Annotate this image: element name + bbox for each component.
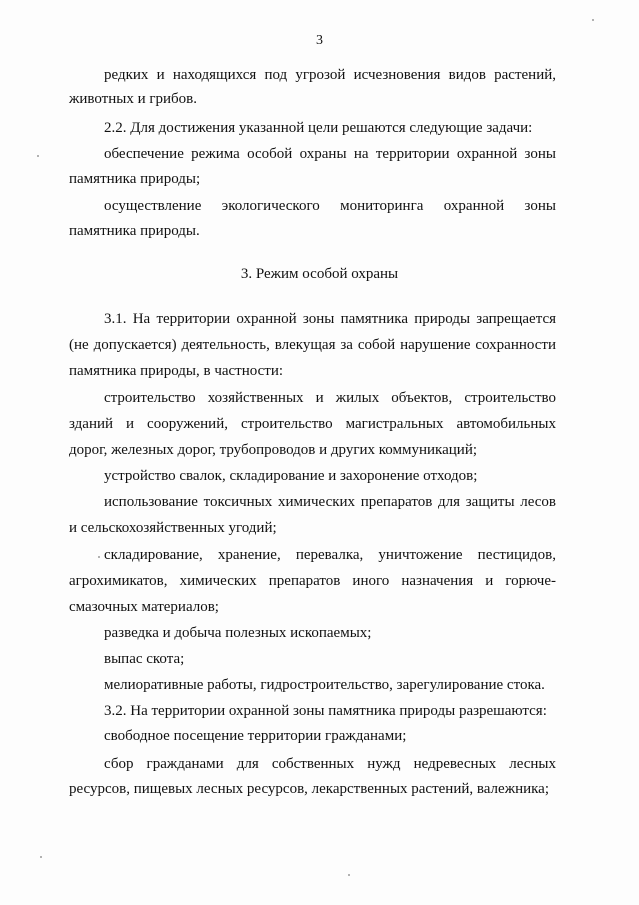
text-line: памятника природы. [69, 223, 200, 239]
page-number: 3 [316, 33, 323, 48]
text-line: памятника природы, в частности: [69, 363, 284, 379]
text-line: животных и грибов. [69, 91, 198, 107]
text-line: выпас скота; [104, 651, 185, 667]
text-line: (не допускается) деятельность, влекущая за собой нарушение сохранности [69, 337, 556, 353]
text-line: разведка и добыча полезных ископаемых; [104, 625, 372, 641]
text-line: агрохимикатов, химических препаратов иного назначения и горюче- [69, 573, 556, 589]
text-line: 2.2. Для достижения указанной цели решаются следующие задачи: [104, 120, 533, 136]
text-line: строительство хозяйственных и жилых объектов, строительство [104, 390, 556, 406]
scan-speck [592, 19, 594, 21]
text-line: ресурсов, пищевых лесных ресурсов, лекарственных растений, валежника; [69, 781, 550, 797]
text-line: зданий и сооружений, строительство магистральных автомобильных [69, 416, 556, 432]
text-line: свободное посещение территории гражданами; [104, 728, 407, 744]
text-line: сбор гражданами для собственных нужд недревесных лесных [104, 756, 556, 772]
text-line: осуществление экологического мониторинга охранной зоны [104, 198, 556, 214]
section-heading: 3. Режим особой охраны [240, 266, 399, 282]
text-line: обеспечение режима особой охраны на территории охранной зоны [104, 146, 556, 162]
text-line: 3.1. На территории охранной зоны памятника природы запрещается [104, 311, 556, 327]
scan-speck [98, 556, 100, 558]
text-line: редких и находящихся под угрозой исчезновения видов растений, [104, 67, 556, 83]
text-line: мелиоративные работы, гидростроительство, зарегулирование стока. [104, 677, 545, 693]
scan-speck [348, 874, 350, 876]
scan-speck [40, 856, 42, 858]
text-line: памятника природы; [69, 171, 201, 187]
text-line: и сельскохозяйственных угодий; [69, 520, 277, 536]
text-line: складирование, хранение, перевалка, уничтожение пестицидов, [104, 547, 556, 563]
text-line: устройство свалок, складирование и захоронение отходов; [104, 468, 478, 484]
text-line: дорог, железных дорог, трубопроводов и других коммуникаций; [69, 442, 478, 458]
text-line: 3.2. На территории охранной зоны памятника природы разрешаются: [104, 703, 547, 719]
text-line: использование токсичных химических препаратов для защиты лесов [104, 494, 556, 510]
text-line: смазочных материалов; [69, 599, 219, 615]
scan-speck [37, 155, 39, 157]
